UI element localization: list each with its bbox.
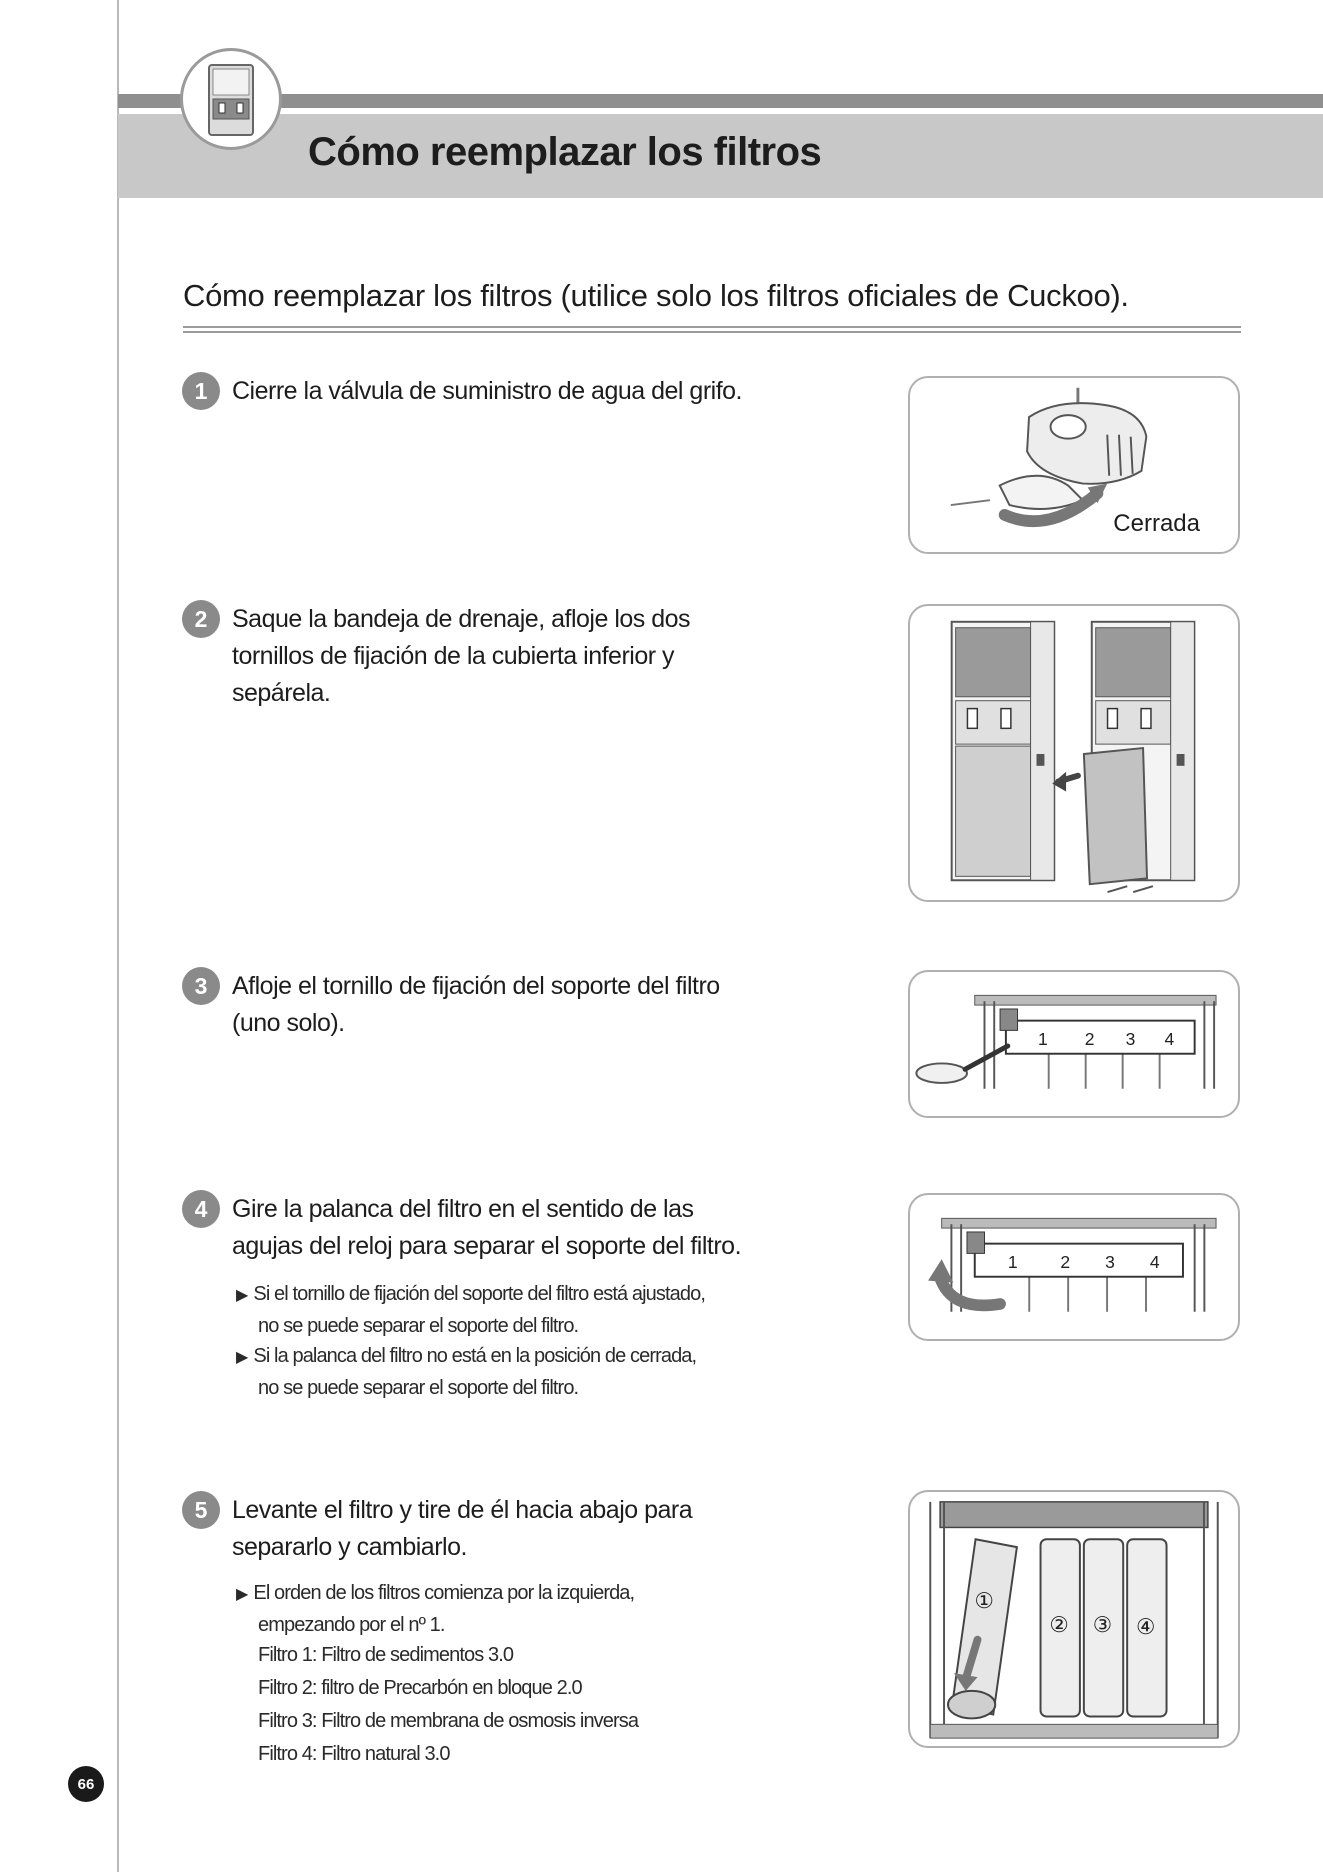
- triangle-bullet-icon: ▶: [236, 1287, 248, 1304]
- page-title: Cómo reemplazar los filtros: [308, 130, 822, 174]
- bracket-label: 2: [1084, 1028, 1095, 1049]
- valve-caption: Cerrada: [1113, 510, 1200, 537]
- step-3-illustration: [908, 970, 1240, 1118]
- step-number-5: 5: [182, 1491, 220, 1529]
- step-4-note-2: [236, 1341, 696, 1403]
- triangle-bullet-icon: ▶: [236, 1586, 248, 1603]
- step-text-line: Saque la bandeja de drenaje, afloje los dos: [232, 605, 691, 633]
- filter-list-item: Filtro 1: Filtro de sedimentos 3.0: [258, 1644, 514, 1666]
- water-dispenser-icon: [180, 48, 282, 150]
- bracket-label: 4: [1164, 1028, 1175, 1049]
- step-1-illustration: [908, 376, 1240, 554]
- note-line: no se puede separar el soporte del filtro.: [258, 1315, 579, 1337]
- step-text-line: Afloje el tornillo de fijación del soporte del filtro: [232, 972, 720, 1000]
- filter-list: [258, 1640, 638, 1769]
- note-line: no se puede separar el soporte del filtro.: [258, 1377, 579, 1399]
- step-text-line: Cierre la válvula de suministro de agua del grifo.: [232, 377, 742, 405]
- step-text-line: tornillos de fijación de la cubierta inferior y: [232, 642, 675, 670]
- step-text-line: separarlo y cambiarlo.: [232, 1533, 467, 1561]
- section-divider: [183, 326, 1241, 328]
- step-text-line: (uno solo).: [232, 1009, 345, 1037]
- section-divider: [183, 331, 1241, 333]
- filter-list-item: Filtro 4: Filtro natural 3.0: [258, 1743, 450, 1765]
- page-number: 66: [68, 1766, 104, 1802]
- bracket-label: 1: [1007, 1251, 1018, 1272]
- screwdriver-bracket-icon: [910, 972, 1238, 1116]
- filter-label-4: ④: [1136, 1614, 1156, 1640]
- step-4-illustration: [908, 1193, 1240, 1341]
- step-1-text: [232, 373, 792, 410]
- step-3-text: [232, 968, 792, 1042]
- step-text-line: Levante el filtro y tire de él hacia abajo para: [232, 1496, 693, 1524]
- bracket-label: 3: [1125, 1028, 1136, 1049]
- header-band-top: [118, 94, 1323, 108]
- section-title: Cómo reemplazar los filtros (utilice solo los filtros oficiales de Cuckoo).: [183, 278, 1129, 313]
- page-margin-line: [117, 0, 119, 1872]
- bracket-label: 1: [1038, 1028, 1048, 1049]
- step-2-illustration: [908, 604, 1240, 902]
- filter-list-item: Filtro 2: filtro de Precarbón en bloque 2.0: [258, 1677, 582, 1699]
- step-4-text: [232, 1191, 792, 1265]
- bracket-label: 3: [1105, 1251, 1115, 1272]
- note-line: Si el tornillo de fijación del soporte del filtro está ajustado,: [253, 1283, 705, 1305]
- step-number-3: 3: [182, 967, 220, 1005]
- step-2-text: [232, 601, 792, 712]
- note-line: El orden de los filtros comienza por la izquierda,: [253, 1582, 635, 1604]
- rotate-lever-icon: [910, 1195, 1238, 1339]
- filter-cartridges-icon: [910, 1492, 1238, 1746]
- filter-label-3: ③: [1092, 1612, 1113, 1638]
- filter-label-1: ①: [974, 1589, 994, 1615]
- step-number-1: 1: [182, 372, 220, 410]
- step-5-illustration: [908, 1490, 1240, 1748]
- bracket-label: 4: [1149, 1251, 1160, 1272]
- step-number-2: 2: [182, 600, 220, 638]
- step-text-line: agujas del reloj para separar el soporte del filtro.: [232, 1232, 742, 1260]
- step-number-4: 4: [182, 1190, 220, 1228]
- note-line: empezando por el nº 1.: [258, 1614, 445, 1636]
- bracket-label: 2: [1060, 1251, 1071, 1272]
- filter-list-item: Filtro 3: Filtro de membrana de osmosis inversa: [258, 1710, 639, 1732]
- step-text-line: Gire la palanca del filtro en el sentido de las: [232, 1195, 694, 1223]
- step-5-note-1: [236, 1578, 634, 1640]
- dispenser-cover-icon: [910, 606, 1238, 900]
- note-line: Si la palanca del filtro no está en la posición de cerrada,: [253, 1345, 697, 1367]
- filter-label-2: ②: [1049, 1612, 1069, 1638]
- step-text-line: sepárela.: [232, 679, 331, 707]
- triangle-bullet-icon: ▶: [236, 1349, 248, 1366]
- step-4-note-1: [236, 1279, 705, 1341]
- step-5-text: [232, 1492, 792, 1566]
